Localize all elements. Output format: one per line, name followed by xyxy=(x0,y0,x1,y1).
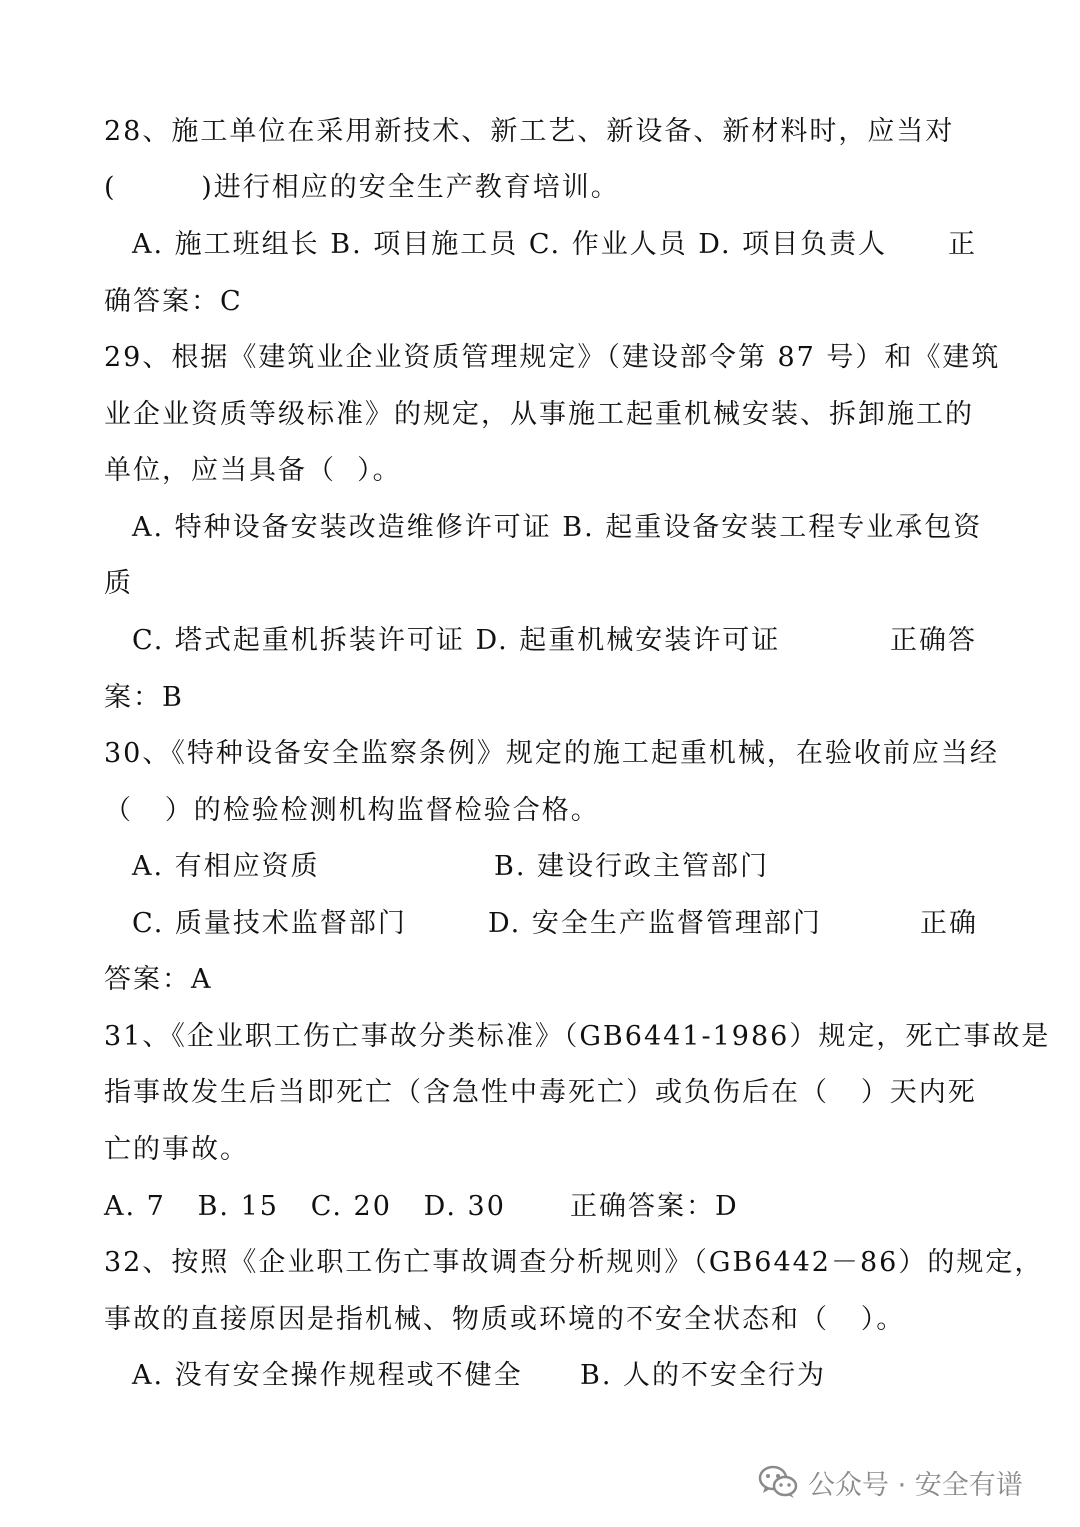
q29-options-line1: A. 特种设备安装改造维修许可证 B. 起重设备安装工程专业承包资 xyxy=(132,512,983,543)
q30-answer: 答案：A xyxy=(104,964,213,995)
q32-option-b: B. 人的不安全行为 xyxy=(580,1360,827,1391)
q31-answer: 正确答案：D xyxy=(570,1191,739,1222)
q30-text-line1: 30、《特种设备安全监察条例》规定的施工起重机械，在验收前应当经 xyxy=(104,738,999,769)
q32-text-line2: 事故的直接原因是指机械、物质或环境的不安全状态和（ ）。 xyxy=(104,1304,906,1335)
q31-text-line2: 指事故发生后当即死亡（含急性中毒死亡）或负伤后在（ ）天内死 xyxy=(104,1077,977,1108)
q29-answer: 案：B xyxy=(104,682,184,713)
q28-answer-prefix: 正 xyxy=(948,229,977,260)
q30-option-d: D. 安全生产监督管理部门 xyxy=(488,908,822,939)
q30-option-c: C. 质量技术监督部门 xyxy=(132,908,407,939)
q29-text-line2: 业企业资质等级标准》的规定，从事施工起重机械安装、拆卸施工的 xyxy=(104,399,974,430)
q31-text-line3: 亡的事故。 xyxy=(104,1134,249,1165)
q28-text-line1: 28、施工单位在采用新技术、新工艺、新设备、新材料时，应当对 xyxy=(104,116,955,147)
q29-text-line3: 单位，应当具备（ ）。 xyxy=(104,455,402,486)
q30-option-a: A. 有相应资质 xyxy=(132,851,320,882)
q31-options: A. 7 B. 15 C. 20 D. 30 xyxy=(104,1191,506,1222)
q28-answer: 确答案：C xyxy=(104,286,243,317)
q28-text-line2: ( )进行相应的安全生产教育培训。 xyxy=(104,172,620,203)
q29-text-line1: 29、根据《建筑业企业资质管理规定》（建设部令第 87 号）和《建筑 xyxy=(104,342,1001,373)
q29-options-line2: C. 塔式起重机拆装许可证 D. 起重机械安装许可证 xyxy=(132,625,781,656)
q30-option-b: B. 建设行政主管部门 xyxy=(494,851,770,882)
q31-text-line1: 31、《企业职工伤亡事故分类标准》（GB6441-1986）规定，死亡事故是 xyxy=(104,1021,1051,1052)
q30-text-line2: （ ）的检验检测机构监督检验合格。 xyxy=(104,795,600,826)
watermark-text: 公众号 · 安全有谱 xyxy=(808,1469,1023,1501)
q29-options-line1-wrap: 质 xyxy=(104,568,133,599)
q32-option-a: A. 没有安全操作规程或不健全 xyxy=(132,1360,523,1391)
wechat-icon xyxy=(758,1465,798,1499)
q32-text-line1: 32、按照《企业职工伤亡事故调查分析规则》（GB6442－86）的规定， xyxy=(104,1247,1044,1278)
watermark xyxy=(758,1462,1023,1502)
q30-answer-prefix: 正确 xyxy=(920,908,978,939)
q28-options: A. 施工班组长 B. 项目施工员 C. 作业人员 D. 项目负责人 xyxy=(132,229,888,260)
q29-answer-prefix: 正确答 xyxy=(890,625,977,656)
